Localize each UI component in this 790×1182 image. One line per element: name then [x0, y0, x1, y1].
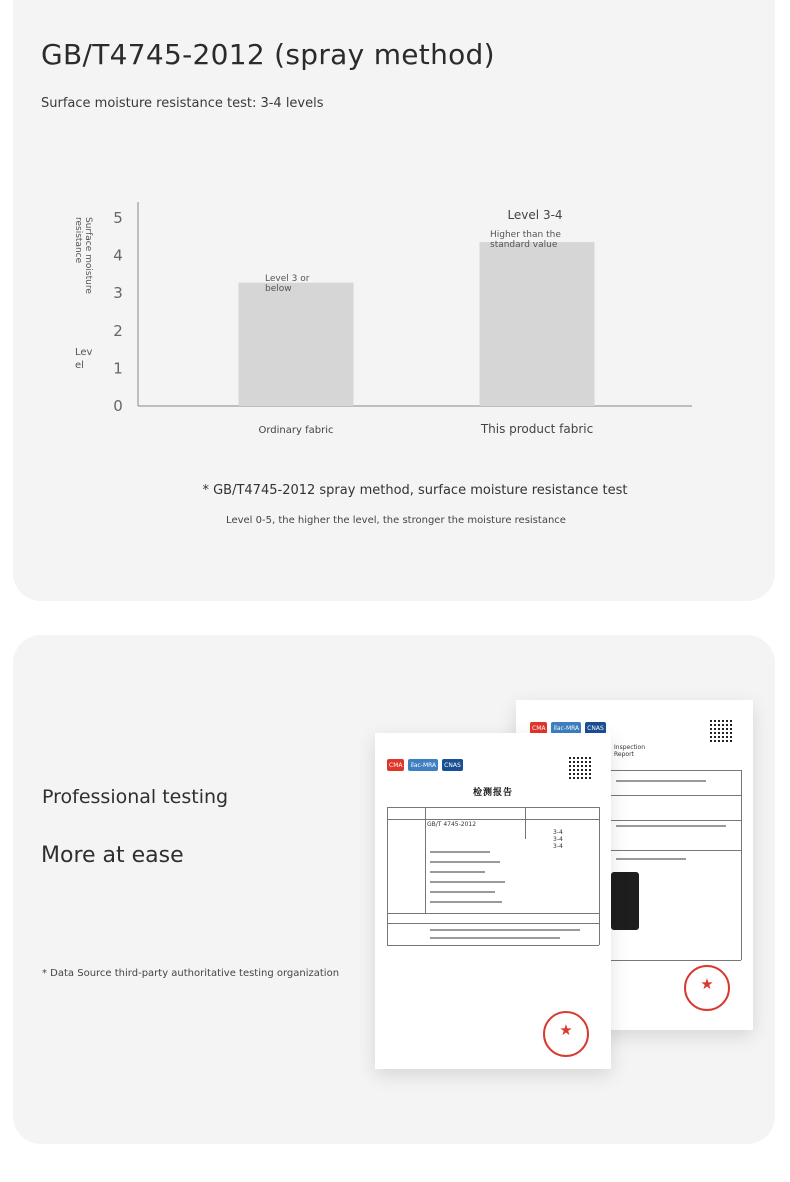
- cma-logo: CMA: [530, 722, 547, 734]
- bar-this-product-fabric: [480, 242, 595, 406]
- annotation-product: standard value: [490, 240, 558, 250]
- y-tick-label: 1: [113, 359, 123, 378]
- y-tick-label: 0: [113, 397, 123, 415]
- ilac-logo: ilac-MRA: [408, 759, 438, 771]
- moisture-resistance-chart: [0, 0, 790, 460]
- level-scale-note: Level 0-5, the higher the level, the stronger the moisture resistance: [226, 515, 566, 526]
- report-result-2: 3-4: [553, 836, 563, 843]
- fabric-sample-photo: [611, 872, 639, 930]
- red-seal-stamp-icon: ★: [543, 1011, 589, 1057]
- ilac-logo: ilac-MRA: [551, 722, 581, 734]
- report-title: 检测报告: [473, 788, 514, 798]
- x-tick-label: Ordinary fabric: [258, 425, 334, 436]
- report-standard: GB/T 4745-2012: [427, 821, 477, 828]
- y-tick-label: 4: [113, 246, 123, 265]
- red-seal-stamp-icon: ★: [684, 965, 730, 1011]
- y-tick-label: 3: [113, 284, 123, 303]
- cma-logo: CMA: [387, 759, 404, 771]
- y-axis-level-label: el: [75, 360, 84, 371]
- professional-testing-heading: Professional testing: [42, 786, 229, 808]
- y-tick-label: 2: [113, 321, 123, 340]
- test-method-note: * GB/T4745-2012 spray method, surface moisture resistance test: [202, 483, 628, 498]
- qr-code-icon: [710, 720, 732, 742]
- annotation-product: Higher than the: [490, 230, 561, 240]
- y-axis-label-line: resistance: [73, 217, 83, 264]
- annotation-level-heading: Level 3-4: [507, 208, 563, 222]
- y-tick-label: 5: [113, 209, 123, 227]
- y-axis-level-label: Lev: [75, 347, 93, 358]
- annotation-ordinary: Level 3 or: [265, 274, 310, 284]
- y-axis-label: [73, 217, 93, 294]
- x-tick-label: This product fabric: [480, 422, 594, 436]
- more-at-ease-heading: More at ease: [41, 843, 184, 868]
- y-axis-label-line: Surface moisture: [83, 217, 93, 294]
- report-english-title-line1: Inspection: [614, 744, 645, 751]
- page-title: GB/T4745-2012 (spray method): [41, 38, 495, 71]
- annotation-ordinary: below: [265, 284, 292, 294]
- bar-ordinary-fabric: [239, 283, 354, 406]
- data-source-note: * Data Source third-party authoritative testing organization: [42, 968, 340, 979]
- report-english-title-line2: Report: [614, 751, 634, 758]
- cnas-logo: CNAS: [442, 759, 463, 771]
- certification-logos-front: [387, 759, 463, 771]
- test-report-front-image: [375, 733, 611, 1069]
- report-result-3: 3-4: [553, 843, 563, 850]
- report-result-1: 3-4: [553, 829, 563, 836]
- test-subtitle: Surface moisture resistance test: 3-4 levels: [41, 96, 324, 111]
- qr-code-icon: [569, 757, 591, 779]
- cnas-logo: CNAS: [585, 722, 606, 734]
